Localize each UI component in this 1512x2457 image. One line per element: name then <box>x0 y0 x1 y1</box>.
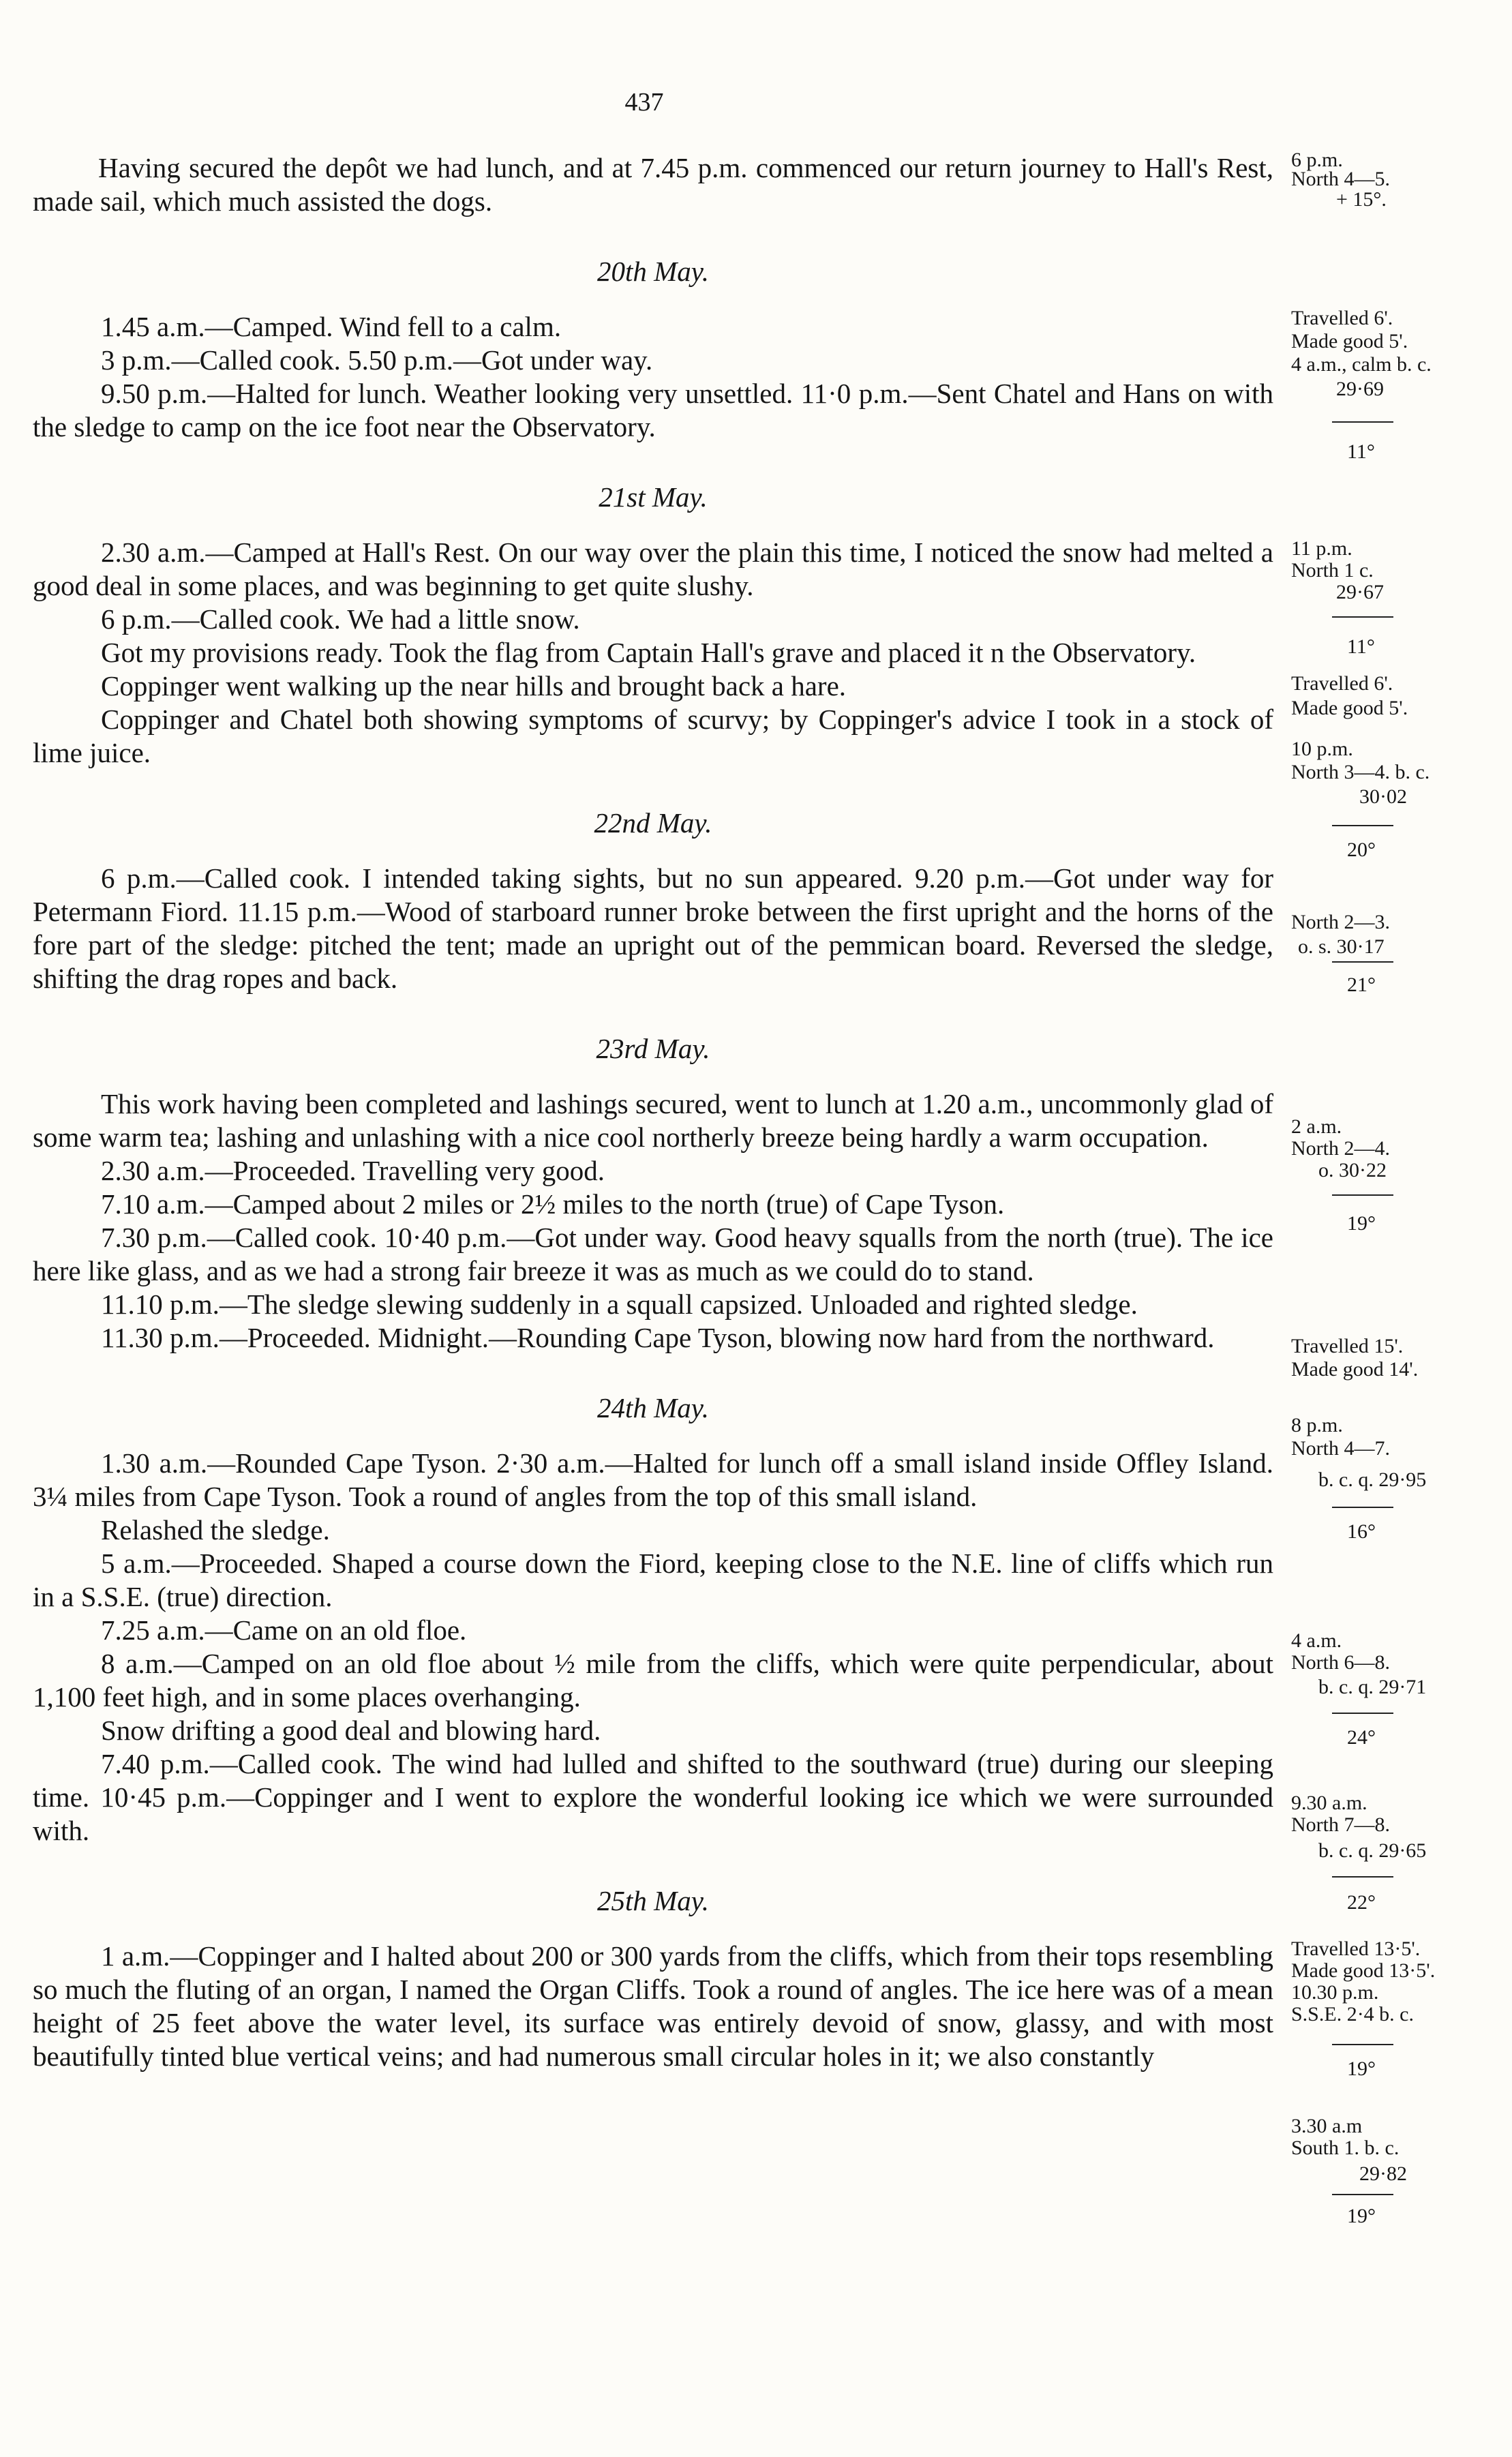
margin-note: o. 30·22 <box>1318 1159 1387 1181</box>
margin-note: 10 p.m. <box>1291 738 1353 760</box>
margin-note: 8 p.m. <box>1291 1414 1343 1436</box>
journal-paragraph: 7.25 a.m.—Came on an old floe. <box>101 1614 467 1646</box>
margin-note: 6 p.m. <box>1291 149 1343 171</box>
journal-paragraph: 5 a.m.—Proceeded. Shaped a course down the Fiord, keeping close to the N.E. line of cliffs which run in a S.S.E. (true) direction. <box>33 1548 1273 1612</box>
margin-note: + 15°. <box>1336 188 1387 211</box>
journal-paragraph: Having secured the depôt we had lunch, and at 7.45 p.m. commenced our return journey to Hall's Rest, made sail, which much assisted the dogs. <box>33 152 1273 217</box>
margin-rule <box>1332 421 1393 423</box>
journal-paragraph: Coppinger and Chatel both showing symptoms of scurvy; by Coppinger's advice I took in a stock of lime juice. <box>33 704 1273 768</box>
margin-note: North 3—4. b. c. <box>1291 761 1430 783</box>
margin-note: b. c. q. 29·65 <box>1318 1839 1427 1862</box>
journal-paragraph: 7.10 a.m.—Camped about 2 miles or 2½ miles to the north (true) of Cape Tyson. <box>101 1188 1005 1220</box>
margin-note: b. c. q. 29·95 <box>1318 1468 1427 1491</box>
journal-paragraph: Coppinger went walking up the near hills and brought back a hare. <box>101 670 847 702</box>
margin-note: 19° <box>1347 2057 1376 2080</box>
margin-rule <box>1332 2044 1393 2045</box>
journal-paragraph: 11.30 p.m.—Proceeded. Midnight.—Rounding Cape Tyson, blowing now hard from the northward. <box>101 1322 1215 1353</box>
margin-note: North 4—5. <box>1291 168 1390 190</box>
margin-note: 29·67 <box>1336 581 1384 603</box>
margin-note: South 1. b. c. <box>1291 2137 1400 2159</box>
margin-note: 2 a.m. <box>1291 1115 1342 1138</box>
date-heading: 24th May. <box>597 1392 709 1423</box>
journal-paragraph: 6 p.m.—Called cook. We had a little snow. <box>101 603 580 635</box>
margin-note: 21° <box>1347 974 1376 996</box>
margin-note: S.S.E. 2·4 b. c. <box>1291 2003 1414 2025</box>
journal-paragraph: 1 a.m.—Coppinger and I halted about 200 or 300 yards from the cliffs, which from their tops resembling so much the fluting of an organ, I named the Organ Cliffs. Took a round of angles. The ice here was of a mean height of 25 feet above the water level, its surface was entirely devoid of snow, glassy, and with most beautifully tinted blue vertical veins; and had numerous small circular holes in it; we also constantly <box>33 1940 1273 2072</box>
journal-paragraph: 2.30 a.m.—Camped at Hall's Rest. On our way over the plain this time, I noticed the snow had melted a good deal in some places, and was beginning to get quite slushy. <box>33 537 1273 601</box>
margin-note: o. s. 30·17 <box>1298 935 1385 958</box>
margin-note: 19° <box>1347 2205 1376 2227</box>
journal-text <box>33 151 1273 2073</box>
journal-paragraph: 7.40 p.m.—Called cook. The wind had lulled and shifted to the southward (true) during our sleeping time. 10·45 p.m.—Coppinger and I went to explore the wonderful looking ice which we were surrounded with. <box>33 1748 1273 1846</box>
margin-note: 22° <box>1347 1891 1376 1914</box>
journal-paragraph: This work having been completed and lashings secured, went to lunch at 1.20 a.m., uncommonly glad of some warm tea; lashing and unlashing with a nice cool northerly breeze being hardly a warm occupation. <box>33 1088 1273 1153</box>
margin-note: Travelled 15'. <box>1291 1335 1404 1357</box>
margin-note: 29·82 <box>1359 2162 1407 2185</box>
journal-paragraph: 7.30 p.m.—Called cook. 10·40 p.m.—Got under way. Good heavy squalls from the north (true). The ice here like glass, and as we had a strong fair breeze it was as much as we could do to stand. <box>33 1222 1273 1286</box>
margin-note: 16° <box>1347 1520 1376 1543</box>
journal-paragraph: Snow drifting a good deal and blowing hard. <box>101 1715 601 1746</box>
margin-note: Made good 13·5'. <box>1291 1959 1436 1982</box>
margin-note: 9.30 a.m. <box>1291 1792 1367 1814</box>
margin-note: Made good 5'. <box>1291 330 1408 352</box>
margin-note: 3.30 a.m <box>1291 2115 1363 2137</box>
date-heading: 25th May. <box>597 1885 709 1916</box>
margin-note: 11 p.m. <box>1291 537 1352 560</box>
journal-paragraph: 2.30 a.m.—Proceeded. Travelling very good. <box>101 1155 605 1186</box>
margin-note: Travelled 13·5'. <box>1291 1938 1421 1960</box>
margin-note: Made good 5'. <box>1291 697 1408 719</box>
journal-paragraph: 6 p.m.—Called cook. I intended taking sights, but no sun appeared. 9.20 p.m.—Got under way for Petermann Fiord. 11.15 p.m.—Wood of starboard runner broke between the first upright and the horns of the fore part of the sledge: pitched the tent; made an upright out of the pemmican board. Reversed the sledge, shifting the drag ropes and back. <box>33 862 1273 994</box>
margin-note: 4 a.m. <box>1291 1629 1342 1652</box>
margin-note: North 7—8. <box>1291 1813 1390 1836</box>
journal-paragraph: 3 p.m.—Called cook. 5.50 p.m.—Got under way. <box>101 344 653 376</box>
margin-rule <box>1332 2194 1393 2195</box>
margin-note: Travelled 6'. <box>1291 672 1393 695</box>
margin-note: North 1 c. <box>1291 559 1374 582</box>
date-heading: 20th May. <box>597 256 709 287</box>
journal-paragraph: 1.30 a.m.—Rounded Cape Tyson. 2·30 a.m.—Halted for lunch off a small island inside Offley Island. 3¼ miles from Cape Tyson. Took a round of angles from the top of this small island. <box>33 1447 1273 1512</box>
margin-note: Made good 14'. <box>1291 1358 1419 1381</box>
margin-rule <box>1332 825 1393 826</box>
margin-note: Travelled 6'. <box>1291 307 1393 329</box>
date-heading: 23rd May. <box>596 1033 710 1064</box>
journal-paragraph: Got my provisions ready. Took the flag from Captain Hall's grave and placed it n the Observatory. <box>101 637 1196 668</box>
margin-rule <box>1332 616 1393 618</box>
date-heading: 22nd May. <box>594 807 712 839</box>
margin-note: 11° <box>1347 440 1375 463</box>
date-heading: 21st May. <box>599 481 708 513</box>
margin-note: 24° <box>1347 1726 1376 1749</box>
margin-note: North 2—3. <box>1291 911 1390 933</box>
margin-rule <box>1332 961 1393 963</box>
margin-note: 4 a.m., calm b. c. <box>1291 353 1432 376</box>
journal-paragraph: 11.10 p.m.—The sledge slewing suddenly in a squall capsized. Unloaded and righted sledge. <box>101 1288 1138 1320</box>
margin-note: 19° <box>1347 1212 1376 1235</box>
margin-rule <box>1332 1713 1393 1714</box>
journal-paragraph: 1.45 a.m.—Camped. Wind fell to a calm. <box>101 311 562 342</box>
margin-note: 30·02 <box>1359 785 1407 808</box>
margin-note: North 6—8. <box>1291 1651 1390 1674</box>
margin-note: 11° <box>1347 635 1375 658</box>
journal-paragraph: 8 a.m.—Camped on an old floe about ½ mile from the cliffs, which were quite perpendicular, about 1,100 feet high, and in some places overhanging. <box>33 1648 1273 1713</box>
margin-note: 10.30 p.m. <box>1291 1981 1379 2004</box>
margin-note: 29·69 <box>1336 378 1384 400</box>
journal-paragraph: 9.50 p.m.—Halted for lunch. Weather looking very unsettled. 11·0 p.m.—Sent Chatel and Hans on with the sledge to camp on the ice foot near the Observatory. <box>33 378 1273 442</box>
margin-note: North 2—4. <box>1291 1137 1390 1160</box>
margin-rule <box>1332 1876 1393 1878</box>
margin-note: b. c. q. 29·71 <box>1318 1676 1427 1698</box>
page-number: 437 <box>624 88 664 117</box>
margin-rule <box>1332 1507 1393 1508</box>
journal-paragraph: Relashed the sledge. <box>101 1514 330 1546</box>
margin-note: 20° <box>1347 839 1376 861</box>
margin-note: North 4—7. <box>1291 1437 1390 1460</box>
margin-rule <box>1332 1194 1393 1196</box>
